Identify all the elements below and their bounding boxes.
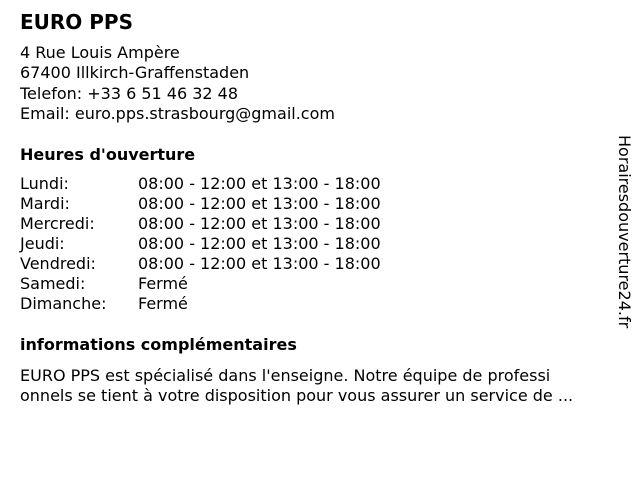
info-description <box>20 366 620 406</box>
hours-row <box>20 294 381 314</box>
hours-time: 08:00 - 12:00 et 13:00 - 18:00 <box>138 254 381 273</box>
info-line-2: onnels se tient à votre disposition pour vous assurer un service de ... <box>20 386 574 405</box>
hours-row <box>20 174 381 194</box>
contact-block <box>20 43 335 124</box>
hours-day: Jeudi: <box>20 234 65 253</box>
watermark-text: Horairesdouverture24.fr <box>615 135 634 329</box>
hours-row <box>20 214 381 234</box>
hours-time: 08:00 - 12:00 et 13:00 - 18:00 <box>138 234 381 253</box>
hours-day: Mercredi: <box>20 214 95 233</box>
hours-time: Fermé <box>138 294 188 313</box>
info-line-1: EURO PPS est spécialisé dans l'enseigne. Notre équipe de professi <box>20 366 551 385</box>
hours-heading: Heures d'ouverture <box>20 145 196 164</box>
hours-time: Fermé <box>138 274 188 293</box>
phone-text: Telefon: +33 6 51 46 32 48 <box>20 83 239 103</box>
hours-row <box>20 274 381 294</box>
hours-day: Mardi: <box>20 194 70 213</box>
business-name: EURO PPS <box>20 10 133 34</box>
hours-day: Lundi: <box>20 174 69 193</box>
hours-time: 08:00 - 12:00 et 13:00 - 18:00 <box>138 214 381 233</box>
hours-table <box>20 174 381 314</box>
email-text: Email: euro.pps.strasbourg@gmail.com <box>20 103 335 123</box>
hours-day: Dimanche: <box>20 294 107 313</box>
info-heading: informations complémentaires <box>20 335 297 354</box>
hours-day: Vendredi: <box>20 254 96 273</box>
hours-time: 08:00 - 12:00 et 13:00 - 18:00 <box>138 194 381 213</box>
hours-row <box>20 234 381 254</box>
hours-time: 08:00 - 12:00 et 13:00 - 18:00 <box>138 174 381 193</box>
address-line-1: 4 Rue Louis Ampère <box>20 43 180 62</box>
hours-day: Samedi: <box>20 274 86 293</box>
hours-row <box>20 194 381 214</box>
hours-row <box>20 254 381 274</box>
address-line-2: 67400 Illkirch-Graffenstaden <box>20 63 250 83</box>
